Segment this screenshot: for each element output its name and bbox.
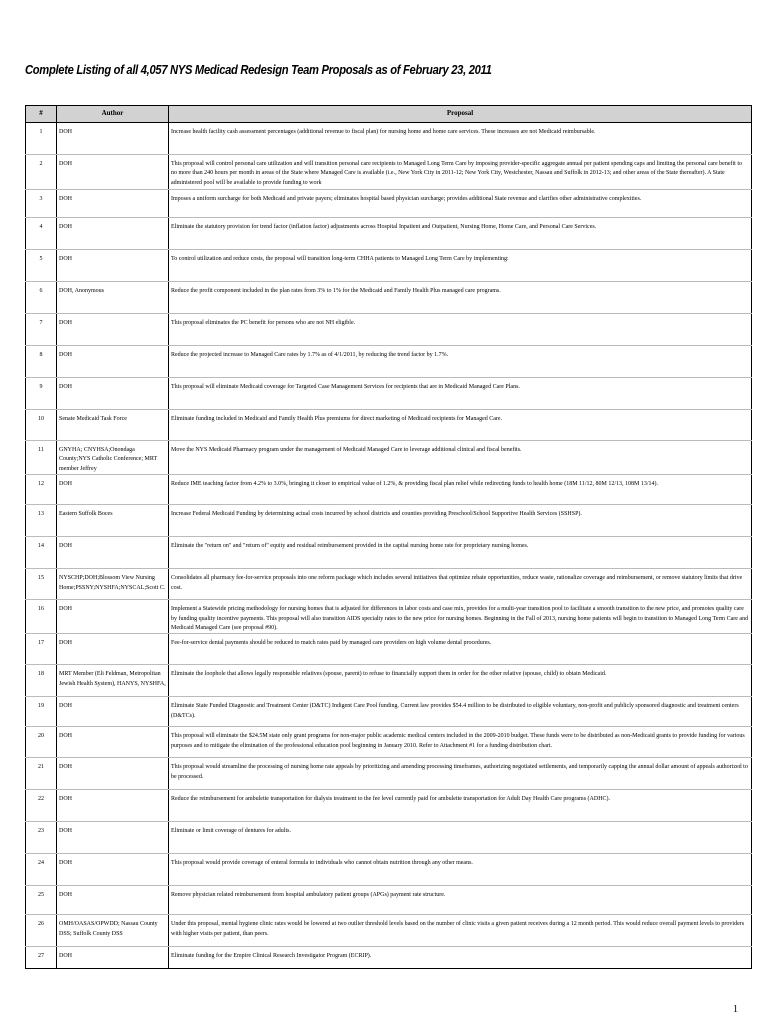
row-number-cell: 24: [26, 854, 57, 886]
proposal-cell: Reduce the projected increase to Managed Care rates by 1.7% as of 4/1/2011, by reducing the trend factor by 1.7%.: [169, 346, 752, 378]
table-row: [26, 697, 752, 727]
row-number-cell: 6: [26, 282, 57, 314]
author-cell: DOH: [57, 790, 169, 822]
row-number-cell: 19: [26, 697, 57, 727]
author-cell: DOH: [57, 314, 169, 346]
proposal-cell: Eliminate funding included in Medicaid and Family Health Plus premiums for direct marketing of Medicaid recipients for Managed Care.: [169, 410, 752, 441]
table-row: [26, 569, 752, 600]
author-cell: DOH: [57, 155, 169, 190]
table-row: [26, 790, 752, 822]
table-row: [26, 155, 752, 190]
table-row: [26, 218, 752, 250]
column-header-proposal: Proposal: [169, 106, 752, 123]
column-header-number: #: [26, 106, 57, 123]
row-number-cell: 10: [26, 410, 57, 441]
row-number-cell: 18: [26, 665, 57, 697]
proposal-cell: Eliminate the statutory provision for trend factor (inflation factor) adjustments across Hospital Inpatient and Outpatient, Nursing Home, Home Care, and Personal Care Services.: [169, 218, 752, 250]
author-cell: DOH: [57, 123, 169, 155]
row-number-cell: 8: [26, 346, 57, 378]
row-number-cell: 14: [26, 537, 57, 569]
table-row: [26, 282, 752, 314]
proposal-cell: Reduce the reimbursement for ambulette transportation for dialysis treatment to the fee level currently paid for ambulette transportation for Adult Day Health Care programs (ADHC).: [169, 790, 752, 822]
proposal-cell: This proposal will eliminate Medicaid coverage for Targeted Case Management Services for recipients that are in Medicaid Managed Care Plans.: [169, 378, 752, 410]
proposal-cell: This proposal would provide coverage of enteral formula to individuals who cannot obtain nutrition through any other means.: [169, 854, 752, 886]
table-row: [26, 915, 752, 947]
table-row: [26, 378, 752, 410]
table-row: [26, 886, 752, 915]
table-row: [26, 665, 752, 697]
table-row: [26, 314, 752, 346]
table-row: [26, 537, 752, 569]
row-number-cell: 25: [26, 886, 57, 915]
table-row: [26, 346, 752, 378]
author-cell: DOH, Anonymous: [57, 282, 169, 314]
proposal-cell: Increase health facility cash assessment percentages (additional revenue to fiscal plan) for nursing home and home care services. These increases are not Medicaid reimbursable.: [169, 123, 752, 155]
proposal-cell: This proposal will control personal care utilization and will transition personal care recipients to Managed Long Term Care by imposing provider-specific aggregate annual per patient spending caps and limiting the personal care benefit to no more than 240 hours per month in areas of the State where Managed Care is available (i.e., New York City in 2011-12; New York City, Westchester, Nassau and Suffolk in 2012-13; and other areas of the State thereafter). A State administered pool will be available to provide funding to work: [169, 155, 752, 190]
proposal-cell: Consolidates all pharmacy fee-for-service proposals into one reform package which includes several initiatives that optimize rebate opportunities, reduce waste, rationalize coverage and reimbursement, or remove statutory limits that drive cost.: [169, 569, 752, 600]
proposal-cell: Eliminate the loophole that allows legally responsible relatives (spouse, parent) to refuse to financially support them in order for the other relative (spouse, child) to obtain Medicaid.: [169, 665, 752, 697]
row-number-cell: 15: [26, 569, 57, 600]
row-number-cell: 2: [26, 155, 57, 190]
row-number-cell: 12: [26, 475, 57, 505]
row-number-cell: 23: [26, 822, 57, 854]
proposal-cell: This proposal would streamline the processing of nursing home rate appeals by prioritizing and amending processing timeframes, authorizing negotiated settlements, and temporarily capping the annual dollar amount of appeals authorized to be processed.: [169, 758, 752, 790]
column-header-author: Author: [57, 106, 169, 123]
table-row: [26, 505, 752, 537]
proposal-cell: Eliminate funding for the Empire Clinical Research Investigator Program (ECRIP).: [169, 947, 752, 969]
document-title: Complete Listing of all 4,057 NYS Medicad Redesign Team Proposals as of February 23, 2011: [25, 62, 492, 77]
row-number-cell: 17: [26, 634, 57, 665]
row-number-cell: 16: [26, 600, 57, 634]
proposal-cell: Fee-for-service dental payments should be reduced to match rates paid by managed care providers on high volume dental procedures.: [169, 634, 752, 665]
row-number-cell: 22: [26, 790, 57, 822]
table-row: [26, 250, 752, 282]
row-number-cell: 26: [26, 915, 57, 947]
table-row: [26, 190, 752, 218]
proposal-cell: Move the NYS Medicaid Pharmacy program under the management of Medicaid Managed Care to leverage additional clinical and fiscal benefits.: [169, 441, 752, 475]
row-number-cell: 20: [26, 727, 57, 758]
table-row: [26, 441, 752, 475]
proposal-cell: Eliminate or limit coverage of dentures for adults.: [169, 822, 752, 854]
table-row: [26, 727, 752, 758]
row-number-cell: 3: [26, 190, 57, 218]
author-cell: OMH/OASAS/OPWDD; Nassau County DSS; Suffolk County DSS: [57, 915, 169, 947]
row-number-cell: 5: [26, 250, 57, 282]
table-row: [26, 123, 752, 155]
proposal-cell: Eliminate the "return on" and "return of" equity and residual reimbursement provided in the capital nursing home rate for proprietary nursing homes.: [169, 537, 752, 569]
table-row: [26, 634, 752, 665]
author-cell: DOH: [57, 697, 169, 727]
row-number-cell: 9: [26, 378, 57, 410]
proposals-table: [25, 105, 752, 969]
author-cell: DOH: [57, 634, 169, 665]
author-cell: DOH: [57, 250, 169, 282]
author-cell: NYSCHP;DOH;Blossom View Nursing Home;PSSNY;NYSHFA;NYSCAL;Scott C.: [57, 569, 169, 600]
table-row: [26, 854, 752, 886]
author-cell: DOH: [57, 537, 169, 569]
row-number-cell: 7: [26, 314, 57, 346]
table-row: [26, 600, 752, 634]
table-row: [26, 410, 752, 441]
row-number-cell: 11: [26, 441, 57, 475]
table-header-row: [26, 106, 752, 123]
proposal-cell: To control utilization and reduce costs, the proposal will transition long-term CHHA patients to Managed Long Term Care by implementing:: [169, 250, 752, 282]
row-number-cell: 4: [26, 218, 57, 250]
author-cell: DOH: [57, 218, 169, 250]
proposal-cell: Reduce the profit component included in the plan rates from 3% to 1% for the Medicaid and Family Health Plus managed care programs.: [169, 282, 752, 314]
author-cell: Eastern Suffolk Boces: [57, 505, 169, 537]
proposal-cell: Under this proposal, mental hygiene clinic rates would be lowered at two outlier threshold levels based on the number of clinic visits a given patient receives during a 12 month period. This would reduce overall payment levels to providers with higher visits per patient, than peers.: [169, 915, 752, 947]
proposal-cell: Remove physician related reimbursement from hospital ambulatory patient groups (APGs) payment rate structure.: [169, 886, 752, 915]
author-cell: DOH: [57, 822, 169, 854]
row-number-cell: 27: [26, 947, 57, 969]
author-cell: DOH: [57, 378, 169, 410]
author-cell: DOH: [57, 886, 169, 915]
author-cell: DOH: [57, 758, 169, 790]
author-cell: DOH: [57, 854, 169, 886]
row-number-cell: 21: [26, 758, 57, 790]
author-cell: DOH: [57, 727, 169, 758]
table-row: [26, 947, 752, 969]
proposal-cell: This proposal will eliminate the $24.5M state only grant programs for non-major public academic medical centers included in the 2009-2010 budget. These funds were to be distributed as non-Medicaid grants to provide funding for various purposes and to mitigate the elimination of the professional education pool beginning in January 2010. Refer to Attachment #1 for a funding distribution chart.: [169, 727, 752, 758]
author-cell: GNYHA; CNYHSA;Onondaga County;NYS Catholic Conference; MRT member Jeffrey: [57, 441, 169, 475]
author-cell: DOH: [57, 190, 169, 218]
author-cell: DOH: [57, 475, 169, 505]
row-number-cell: 1: [26, 123, 57, 155]
table-row: [26, 475, 752, 505]
proposal-cell: Reduce IME teaching factor from 4.2% to 3.0%, bringing it closer to empirical value of 1.2%, & providing fiscal plan relief while redirecting funds to health home (18M 11/12, 80M 12/13, 108M 13/14).: [169, 475, 752, 505]
proposal-cell: Eliminate State Funded Diagnostic and Treatment Center (D&TC) Indigent Care Pool funding. Current law provides $54.4 million to be distributed to eligible voluntary, non-profit and publicly sponsored diagnostic and treatment centers (D&TCs).: [169, 697, 752, 727]
author-cell: MRT Member (Eli Feldman, Metropolitan Jewish Health System), HANYS, NYSHFA,: [57, 665, 169, 697]
author-cell: Senate Medicaid Task Force: [57, 410, 169, 441]
author-cell: DOH: [57, 947, 169, 969]
table-row: [26, 758, 752, 790]
author-cell: DOH: [57, 600, 169, 634]
table-row: [26, 822, 752, 854]
proposal-cell: Imposes a uniform surcharge for both Medicaid and private payers; eliminates hospital based physician surcharge; provides additional State revenue and clarifies other administrative complexities.: [169, 190, 752, 218]
row-number-cell: 13: [26, 505, 57, 537]
page-number: 1: [733, 1004, 738, 1015]
proposal-cell: Increase Federal Medicaid Funding by determining actual costs incurred by school districts and counties providing Preschool/School Supportive Health Services (SSHSP).: [169, 505, 752, 537]
proposal-cell: This proposal eliminates the PC benefit for persons who are not NH eligible.: [169, 314, 752, 346]
author-cell: DOH: [57, 346, 169, 378]
proposal-cell: Implement a Statewide pricing methodology for nursing homes that is adjusted for differences in labor costs and case mix, provides for a multi-year transition pool to facilitate a smooth transition to the new price, and promotes quality care by funding quality incentive payments. This proposal will also transition AIDS specialty rates to the new price for nursing homes. Beginning in the Fall of 2013, nursing home patients will begin to transition to Managed Long Term Care and Medicaid Managed Care (see proposal #90).: [169, 600, 752, 634]
